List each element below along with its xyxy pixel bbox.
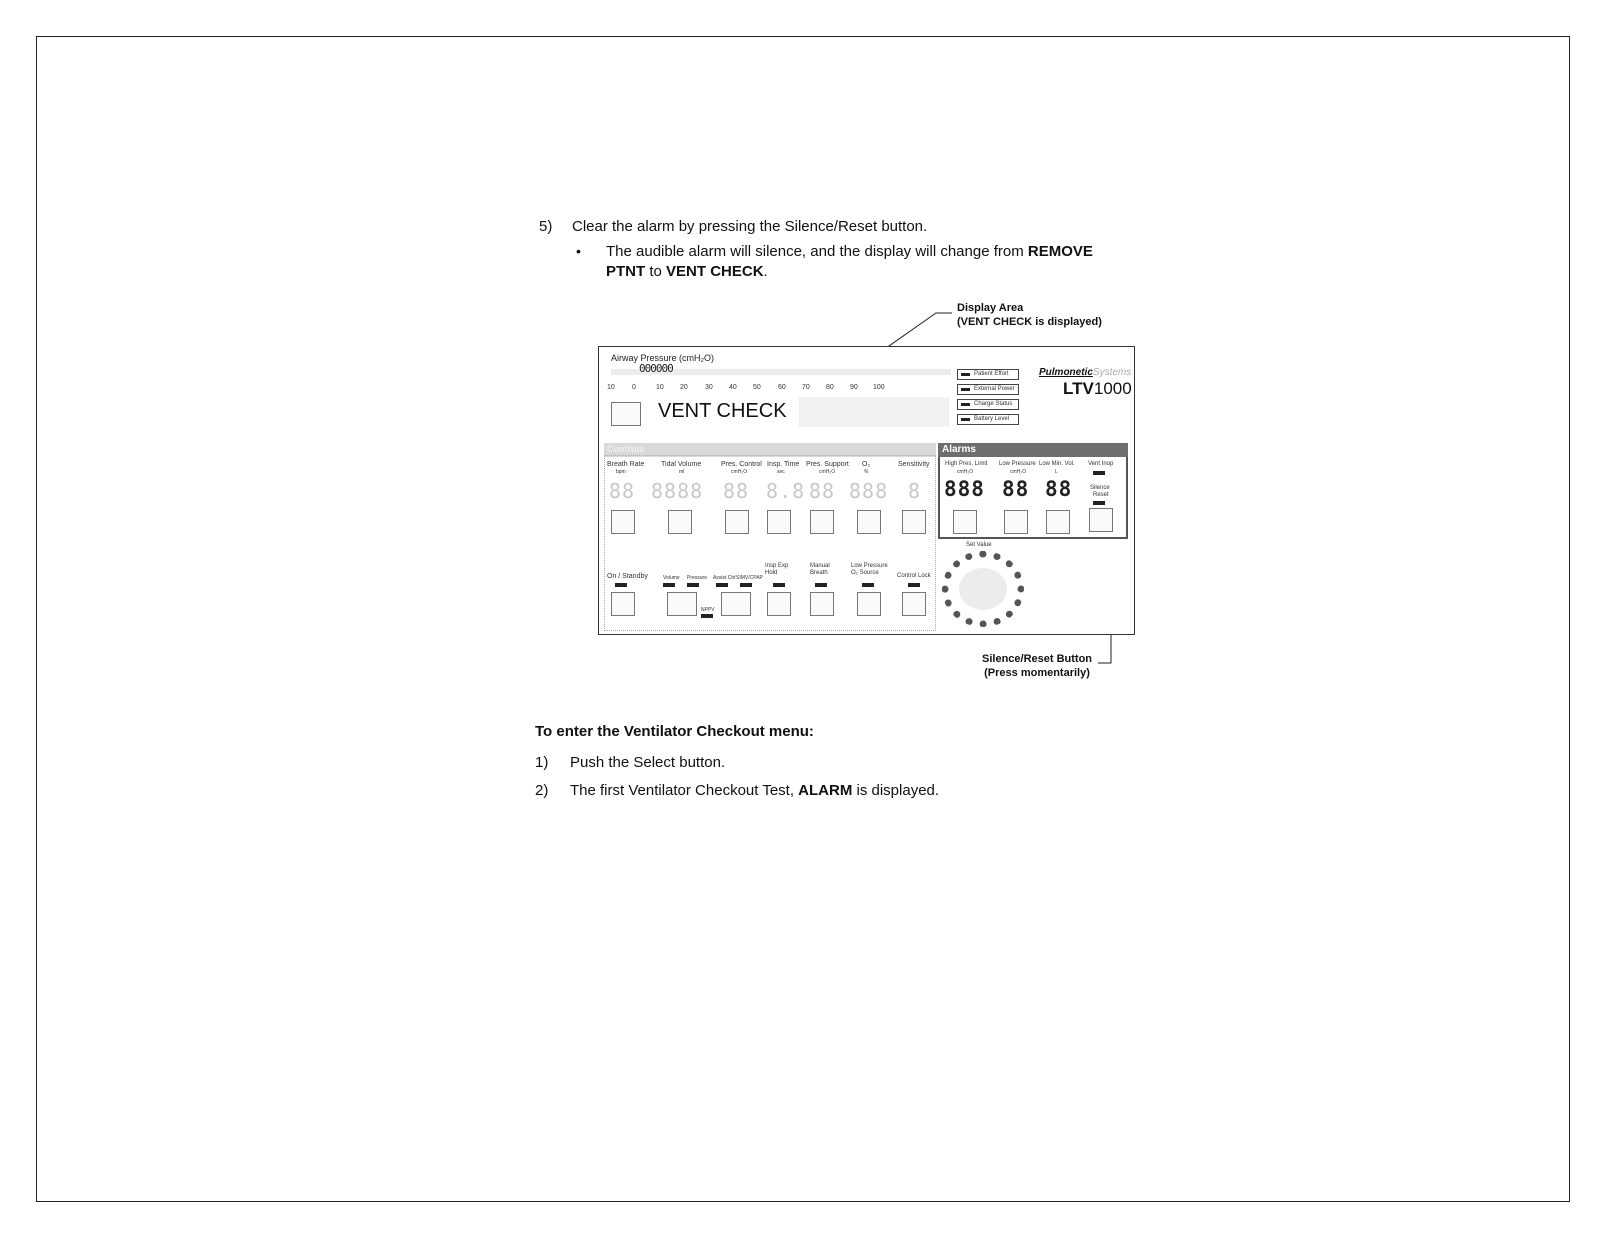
silence-callout-line1: Silence/Reset Button [982, 653, 1093, 665]
status-label: Charge Status [974, 401, 1013, 407]
scale-tick: 70 [802, 384, 810, 391]
control-unit: ml [679, 469, 685, 475]
control-unit: bpm [616, 469, 626, 475]
alarms-title: Alarms [942, 444, 976, 455]
sub-line2-mid: to [645, 263, 667, 280]
vent-inop-label: Vent Inop [1088, 461, 1114, 467]
led-indicator [961, 403, 970, 406]
remove-bold: REMOVE [1027, 243, 1093, 260]
checkout-step2-number: 2) [535, 782, 549, 799]
sub-line2-end: . [763, 263, 768, 280]
silence-reset-button[interactable] [1089, 508, 1113, 532]
step2-pre: The first Ventilator Checkout Test, [570, 782, 799, 799]
scale-tick: 60 [778, 384, 786, 391]
alarm-display: 88 [1045, 477, 1073, 501]
control-display: 888 [849, 479, 889, 503]
checkout-step1-number: 1) [535, 754, 549, 771]
set-value-label: Set Value [966, 542, 992, 548]
control-display: 8.8 [766, 479, 806, 503]
scale-tick: 40 [729, 384, 737, 391]
model-name [1063, 379, 1132, 399]
display-area-background [799, 397, 949, 427]
step2-post: is displayed. [852, 782, 940, 799]
checkout-step2-text [570, 782, 939, 800]
scale-tick: 100 [873, 384, 885, 391]
ventilator-panel [598, 346, 1135, 635]
control-unit: cmH₂O [731, 469, 748, 475]
scale-tick: 10 [656, 384, 664, 391]
volume-label: Volume [663, 575, 680, 581]
alarm-display: 888 [944, 477, 985, 501]
vent-inop-led [1093, 471, 1105, 475]
low-min-vol-button[interactable] [1046, 510, 1070, 534]
control-display: 88 [609, 479, 636, 503]
control-label: Tidal Volume [661, 461, 702, 468]
insp-exp-hold-label: Insp Exp Hold [765, 563, 789, 576]
silence-callout-line2: (Press momentarily) [984, 667, 1090, 679]
silence-reset-led [1093, 501, 1105, 505]
alarm-label: Low Min. Vol. [1039, 461, 1075, 467]
ptnt-bold: PTNT [606, 263, 646, 280]
control-label: O₂ [862, 461, 871, 468]
brand-logo [1039, 367, 1131, 378]
led-indicator [961, 373, 970, 376]
set-value-knob[interactable] [942, 551, 1024, 627]
status-external-power [957, 384, 1019, 395]
alarm-display: 88 [1002, 477, 1030, 501]
status-charge-status [957, 399, 1019, 410]
controls-section [604, 455, 936, 631]
scale-tick: 50 [753, 384, 761, 391]
nppv-label: NPPV [701, 607, 715, 613]
airway-pressure-label: Airway Pressure (cmH₂O) [611, 353, 715, 363]
control-unit: % [864, 469, 869, 475]
manual-breath-label: Manual Breath [810, 563, 830, 576]
model-number: 1000 [1093, 379, 1132, 398]
low-pressure-o2-source-label: Low Pressure O₂ Source [851, 563, 888, 576]
high-pres-limit-button[interactable] [953, 510, 977, 534]
control-unit: sec [777, 469, 785, 475]
control-display: 8888 [651, 479, 704, 503]
simv-cpap-label: SIMV/CPAP [736, 575, 763, 581]
scale-tick: 30 [705, 384, 713, 391]
alarm-unit: cmH₂O [1010, 469, 1027, 475]
bullet: • [576, 243, 581, 259]
scale-tick: 0 [632, 384, 636, 391]
control-label: Pres. Support [806, 461, 849, 468]
status-label: Battery Level [974, 416, 1010, 422]
alarm-label: High Pres. Limit [945, 461, 988, 467]
alarms-band [938, 443, 1128, 457]
checkout-step1-text: Push the Select button. [570, 754, 726, 771]
on-standby-label: On / Standby [607, 573, 648, 580]
status-battery-level [957, 414, 1019, 425]
display-area-text: VENT CHECK [658, 400, 787, 422]
brand-suffix: Systems [1092, 367, 1132, 378]
status-label: External Power [974, 386, 1015, 392]
vent-check-bold: VENT CHECK [666, 263, 764, 280]
scale-tick: 90 [850, 384, 858, 391]
silence-label: Silence [1090, 485, 1110, 491]
status-patient-effort [957, 369, 1019, 380]
scale-tick: 10 [607, 384, 615, 391]
control-display: 8 [908, 479, 922, 503]
alarm-bold: ALARM [798, 782, 853, 799]
select-button[interactable] [611, 402, 641, 426]
control-unit: cmH₂O [819, 469, 836, 475]
display-area-callout-line1: Display Area [957, 302, 1024, 314]
scale-tick: 20 [680, 384, 688, 391]
control-label: Breath Rate [607, 461, 645, 468]
control-display: 88 [809, 479, 836, 503]
checkout-heading: To enter the Ventilator Checkout menu: [535, 723, 814, 740]
knob-center [959, 568, 1007, 610]
pressure-bar-digits: 000000 [639, 362, 673, 375]
model-ltv: LTV [1063, 379, 1094, 398]
control-lock-label: Control Lock [897, 573, 931, 579]
status-label: Patient Effort [974, 371, 1009, 377]
led-indicator [961, 388, 970, 391]
step-5-text: Clear the alarm by pressing the Silence/Reset button. [572, 218, 928, 235]
sub-line1-text: The audible alarm will silence, and the display will change from [606, 243, 1028, 260]
assist-ctrl-label: Assist Ctrl [713, 575, 736, 581]
alarm-label: Low Pressure [999, 461, 1036, 467]
alarm-unit: L [1055, 469, 1058, 475]
control-label: Pres. Control [721, 461, 762, 468]
led-indicator [961, 418, 970, 421]
low-pressure-button[interactable] [1004, 510, 1028, 534]
control-display: 88 [723, 479, 750, 503]
reset-label: Reset [1093, 492, 1109, 498]
scale-tick: 80 [826, 384, 834, 391]
controls-title: Controls [607, 444, 644, 454]
display-area-callout-line2: (VENT CHECK is displayed) [957, 316, 1102, 328]
control-label: Sensitivity [898, 461, 930, 468]
alarm-unit: cmH₂O [957, 469, 974, 475]
pressure-label: Pressure [687, 575, 708, 581]
step-5-number: 5) [539, 218, 553, 235]
control-label: Insp. Time [767, 461, 800, 468]
brand-name: Pulmonetic [1039, 367, 1093, 378]
